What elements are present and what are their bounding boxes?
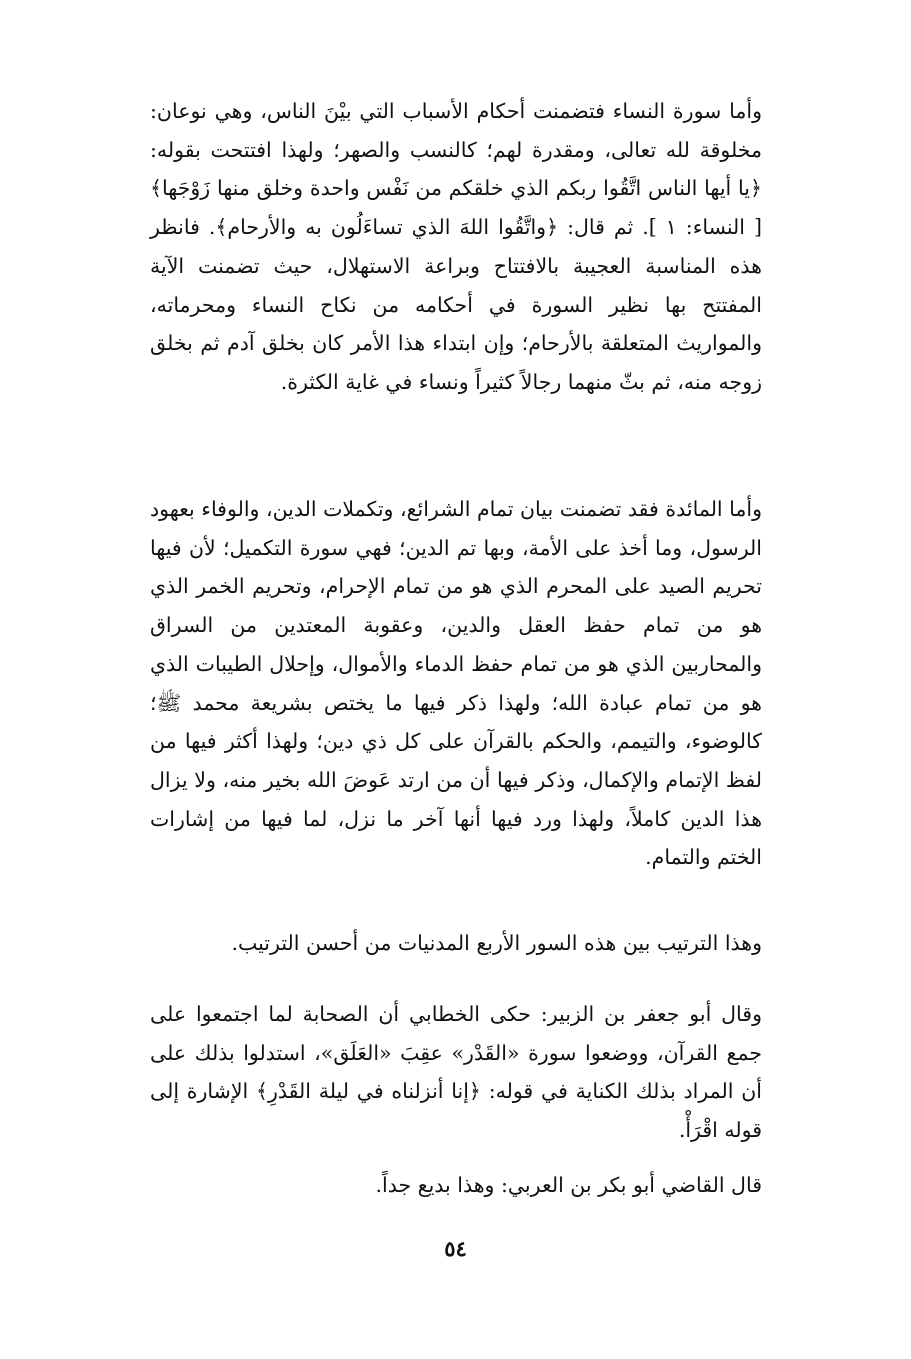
paragraph-ibn-al-arabi: قال القاضي أبو بكر بن العربي: وهذا بديع جداً. (375, 1173, 762, 1197)
paragraph-ordering-note: وهذا الترتيب بين هذه السور الأربع المدنيات من أحسن الترتيب. (231, 931, 762, 955)
paragraph-ibn-al-zubayr: وقال أبو جعفر بن الزبير: حكى الخطابي أن الصحابة لما اجتمعوا على جمع القرآن، ووضعوا سورة «القَدْر» عقِبَ «العَلَق»، استدلوا بذلك على أن المراد بذلك الكناية في قوله: ﴿إنا أنزلناه في ليلة القَدْرِ﴾ الإشارة إلى قوله اقْرَأْ. (150, 1002, 762, 1143)
paragraph-surat-al-maida: وأما المائدة فقد تضمنت بيان تمام الشرائع، وتكملات الدين، والوفاء بعهود الرسول، وما أخذ على الأمة، وبها تم الدين؛ فهي سورة التكميل؛ لأن فيها تحريم الصيد على المحرم الذي هو من تمام الإحرام، وتحريم الخمر الذي هو من تمام حفظ العقل والدين، وعقوبة المعتدين من السراق والمحاربين الذي هو من تمام حفظ الدماء والأموال، وإحلال الطيبات الذي هو من تمام عبادة الله؛ ولهذا ذكر فيها ما يختص بشريعة محمد ﷺ؛ كالوضوء، والتيمم، والحكم بالقرآن على كل ذي دين؛ ولهذا أكثر فيها من لفظ الإتمام والإكمال، وذكر فيها أن من ارتد عَوضَ الله بخير منه، ولا يزال هذا الدين كاملاً، ولهذا ورد فيها أنها آخر ما نزل، لما فيها من إشارات الختم والتمام. (150, 497, 762, 870)
page-number: ٥٤ (444, 1236, 467, 1261)
paragraph-surat-al-nisa: وأما سورة النساء فتضمنت أحكام الأسباب التي بيْنَ الناس، وهي نوعان: مخلوقة لله تعالى، ومقدرة لهم؛ كالنسب والصهر؛ ولهذا افتتحت بقوله: ﴿يا أيها الناس اتَّقُوا ربكم الذي خلقكم من نَفْس واحدة وخلق منها زَوْجَها﴾ [ النساء: ١ ]. ثم قال: ﴿واتَّقُوا اللهَ الذي تساءَلُون به والأرحام﴾. فانظر هذه المناسبة العجيبة بالافتتاح وبراعة الاستهلال، حيث تضمنت الآية المفتتح بها نظير السورة في أحكامه من نكاح النساء ومحرماته، والمواريث المتعلقة بالأرحام؛ وإن ابتداء هذا الأمر كان بخلق آدم ثم بخلق زوجه منه، ثم بثّ منهما رجالاً كثيراً ونساء في غاية الكثرة. (150, 99, 762, 394)
